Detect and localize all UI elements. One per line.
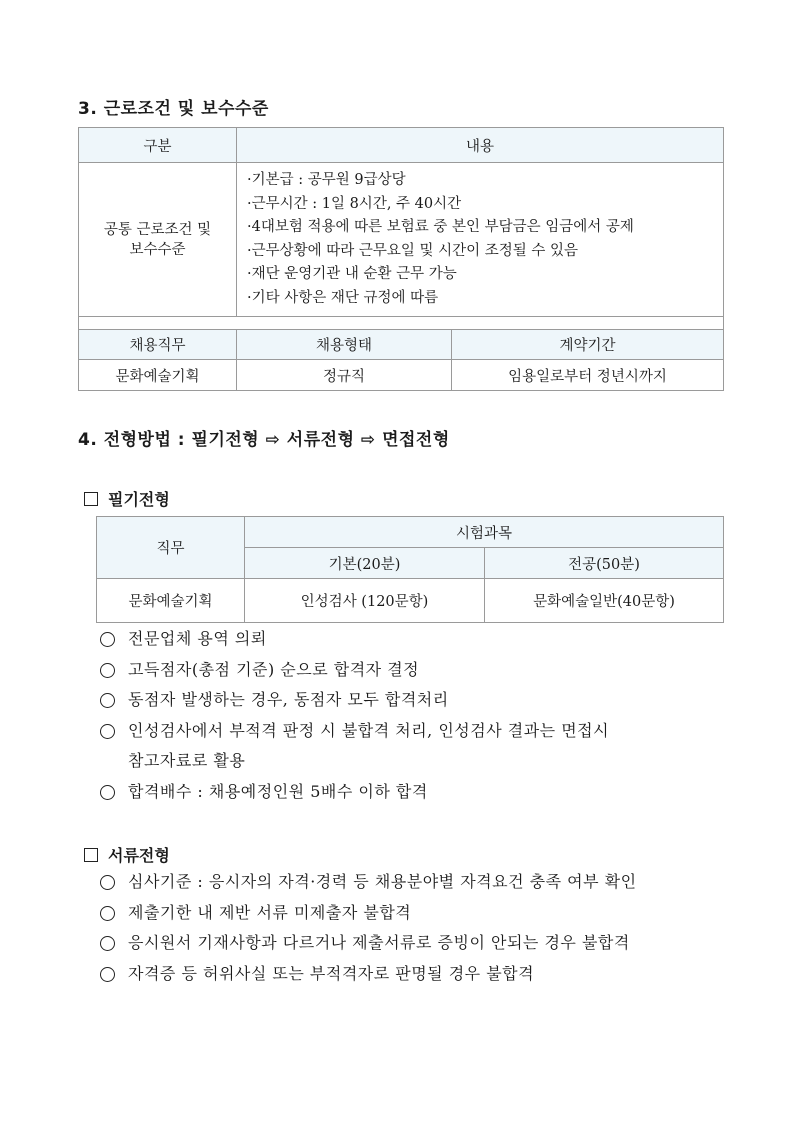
circle-bullet-icon: [100, 632, 115, 647]
job-header: 직무: [97, 517, 245, 579]
job-header: 채용직무: [79, 330, 237, 360]
list-item: 합격배수 : 채용예정인원 5배수 이하 합격: [100, 777, 609, 808]
section3-title: 3. 근로조건 및 보수수준: [78, 99, 269, 119]
category-header: 구분: [79, 128, 237, 163]
content-line: ·4대보험 적용에 따른 보험료 중 본인 부담금은 임금에서 공제: [247, 219, 634, 235]
list-item: 고득점자(총점 기준) 순으로 합격자 결정: [100, 655, 609, 686]
document-screening-title: 서류전형: [108, 846, 170, 865]
circle-bullet-icon: [100, 785, 115, 800]
list-item: 자격증 등 허위사실 또는 부적격자로 판명될 경우 불합격: [100, 959, 637, 990]
circle-bullet-icon: [100, 875, 115, 890]
content-line: ·근무상황에 따라 근무요일 및 시간이 조정될 수 있음: [247, 242, 579, 259]
type-header: 채용형태: [237, 330, 452, 360]
content-line: ·재단 운영기관 내 순환 근무 가능: [247, 266, 457, 282]
circle-bullet-icon: [100, 906, 115, 921]
checkbox-square-icon: [84, 492, 98, 506]
written-exam-subheading: [84, 487, 170, 510]
job-value: 문화예술기획: [97, 579, 245, 623]
list-item: 전문업체 용역 의뢰: [100, 624, 609, 655]
major-subject-value: 문화예술일반(40문항): [485, 579, 724, 623]
written-exam-title: 필기전형: [108, 490, 170, 509]
content-line: ·기본급 : 공무원 9급상당: [247, 172, 406, 188]
list-item: 심사기준 : 응시자의 자격·경력 등 채용분야별 자격요건 충족 여부 확인: [100, 867, 637, 898]
spacer-row: [79, 317, 724, 330]
type-value: 정규직: [237, 360, 452, 391]
content-line: ·기타 사항은 재단 규정에 따름: [247, 289, 439, 306]
content-cell: [237, 163, 724, 317]
category-label-line1: 공통 근로조건 및: [103, 221, 212, 238]
circle-bullet-icon: [100, 724, 115, 739]
period-value: 임용일로부터 정년시까지: [452, 360, 724, 391]
content-line: ·근무시간 : 1일 8시간, 주 40시간: [247, 195, 462, 212]
circle-bullet-icon: [100, 967, 115, 982]
list-item: 인성검사에서 부적격 판정 시 불합격 처리, 인성검사 결과는 면접시 참고자료로 활용: [100, 716, 609, 777]
circle-bullet-icon: [100, 663, 115, 678]
period-header: 계약기간: [452, 330, 724, 360]
document-screening-subheading: [84, 843, 170, 866]
job-value: 문화예술기획: [79, 360, 237, 391]
list-item-continuation: 참고자료로 활용: [128, 751, 246, 770]
content-header: 내용: [237, 128, 724, 163]
basic-subject-value: 인성검사 (120문항): [245, 579, 485, 623]
category-cell: [79, 163, 237, 317]
list-item: 응시원서 기재사항과 다르거나 제출서류로 증빙이 안되는 경우 불합격: [100, 928, 637, 959]
circle-bullet-icon: [100, 693, 115, 708]
document-screening-bullets: [100, 867, 637, 989]
category-label-line2: 보수수준: [129, 241, 186, 258]
written-exam-bullets: [100, 624, 609, 807]
section4-title: 4. 전형방법 : 필기전형 ⇨ 서류전형 ⇨ 면접전형: [78, 430, 450, 450]
written-exam-table: [96, 516, 724, 623]
major-subject-header: 전공(50분): [485, 548, 724, 579]
circle-bullet-icon: [100, 936, 115, 951]
working-conditions-table: [78, 127, 724, 391]
subjects-header: 시험과목: [245, 517, 724, 548]
checkbox-square-icon: [84, 848, 98, 862]
list-item: 동점자 발생하는 경우, 동점자 모두 합격처리: [100, 685, 609, 716]
list-item: 제출기한 내 제반 서류 미제출자 불합격: [100, 898, 637, 929]
basic-subject-header: 기본(20분): [245, 548, 485, 579]
